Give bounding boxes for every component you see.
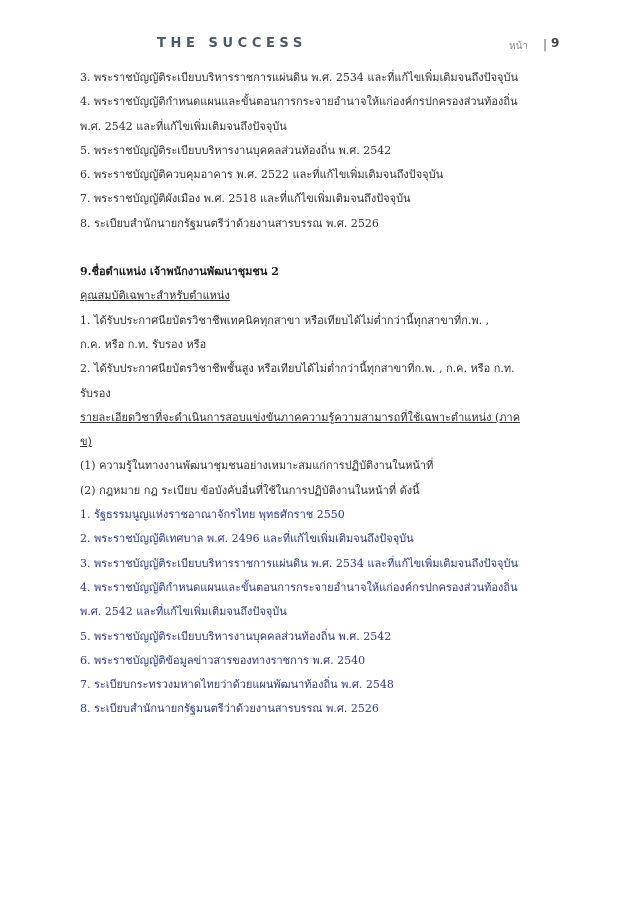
list-item: 5. พระราชบัญญัติระเบียบบริหารงานบุคคลส่วนท้องถิ่น พ.ศ. 2542 [80,143,392,157]
law-item: 2. พระราชบัญญัติเทศบาล พ.ศ. 2496 และที่แก้ไขเพิ่มเติมจนถึงปัจจุบัน [80,532,414,546]
page-header [0,36,638,56]
exam-heading [80,406,580,430]
brand-title: THE SUCCESS [157,36,307,51]
law-item: 8. ระเบียบสำนักนายกรัฐมนตรีว่าด้วยงานสารบรรณ พ.ศ. 2526 [80,702,379,716]
law-item: 6. พระราชบัญญัติข้อมูลข่าวสารของทางราชการ พ.ศ. 2540 [80,653,366,667]
law-item: 7. ระเบียบกระทรวงมหาดไทยว่าด้วยแผนพัฒนาท้องถิ่น พ.ศ. 2548 [80,678,394,692]
list-item: 7. พระราชบัญญัติผังเมือง พ.ศ. 2518 และที่แก้ไขเพิ่มเติมจนถึงปัจจุบัน [80,192,411,206]
law-item: 4. พระราชบัญญัติกำหนดแผนและขั้นตอนการกระจายอำนาจให้แก่องค์กรปกครองส่วนท้องถิ่น [80,580,518,594]
section-title: 9.ชื่อตำแหน่ง เจ้าพนักงานพัฒนาชุมชน 2 [80,265,279,279]
qualification-heading-text: คุณสมบัติเฉพาะสำหรับตำแหน่ง [80,289,230,303]
exam-heading-text-2: ข) [80,435,92,449]
list-item: 3. พระราชบัญญัติระเบียบบริหารราชการแผ่นดิน พ.ศ. 2534 และที่แก้ไขเพิ่มเติมจนถึงปัจจุบัน [80,71,518,84]
qualification-heading [80,284,580,308]
law-item: 5. พระราชบัญญัติระเบียบบริหารงานบุคคลส่วนท้องถิ่น พ.ศ. 2542 [80,629,392,643]
list-item: 6. พระราชบัญญัติควบคุมอาคาร พ.ศ. 2522 และที่แก้ไขเพิ่มเติมจนถึงปัจจุบัน [80,168,444,182]
page-separator: | [543,37,548,51]
qualification-item: รับรอง [80,386,111,400]
law-item: พ.ศ. 2542 และที่แก้ไขเพิ่มเติมจนถึงปัจจุบัน [80,605,287,619]
list-item: 8. ระเบียบสำนักนายกรัฐมนตรีว่าด้วยงานสารบรรณ พ.ศ. 2526 [80,216,379,230]
topic-item: (2) กฎหมาย กฎ ระเบียบ ข้อบังคับอื่นที่ใช้ในการปฏิบัติงานในหน้าที่ ดังนี้ [80,483,420,497]
topic-item: (1) ความรู้ในทางงานพัฒนาชุมชนอย่างเหมาะสมแก่การปฏิบัติงานในหน้าที่ [80,459,434,473]
law-item: 3. พระราชบัญญัติระเบียบบริหารราชการแผ่นดิน พ.ศ. 2534 และที่แก้ไขเพิ่มเติมจนถึงปัจจุบัน [80,556,518,570]
qualification-item: ก.ค. หรือ ก.ท. รับรอง หรือ [80,337,207,351]
list-item: 4. พระราชบัญญัติกำหนดแผนและขั้นตอนการกระจายอำนาจให้แก่องค์กรปกครองส่วนท้องถิ่น [80,95,518,109]
exam-heading-cont [80,430,580,454]
page-number: 9 [551,36,560,50]
exam-heading-text-1: รายละเอียดวิชาที่จะดำเนินการสอบแข่งขันภาคความรู้ความสามารถที่ใช้เฉพาะตำแหน่ง (ภาค [80,410,521,424]
law-item: 1. รัฐธรรมนูญแห่งราชอาณาจักรไทย พุทธศักราช 2550 [80,508,345,522]
list-item: พ.ศ. 2542 และที่แก้ไขเพิ่มเติมจนถึงปัจจุบัน [80,119,287,133]
qualification-item: 2. ได้รับประกาศนียบัตรวิชาชีพชั้นสูง หรือเทียบได้ไม่ต่ำกว่านี้ทุกสาขาที่ก.พ. , ก.ค. หรือ ก.ท. [80,362,515,376]
page-label: หน้า [509,41,529,52]
document-body [80,66,580,722]
section-spacer [80,236,580,260]
qualification-item: 1. ได้รับประกาศนียบัตรวิชาชีพเทคนิคทุกสาขา หรือเทียบได้ไม่ต่ำกว่านี้ทุกสาขาที่ก.พ. , [80,313,490,327]
